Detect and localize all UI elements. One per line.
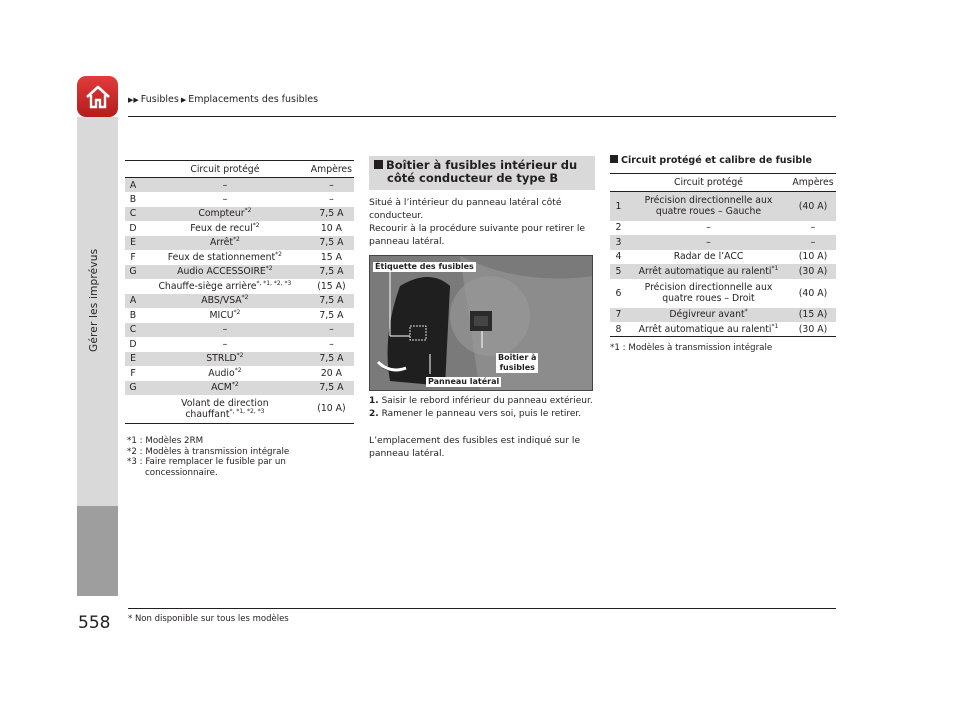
table-row (125, 294, 354, 309)
column-header: Ampères (309, 161, 354, 178)
fuse-id (125, 279, 141, 294)
amperage: – (810, 222, 816, 234)
table-row (125, 250, 354, 265)
text-line: panneau latéral. (369, 448, 445, 459)
amperage: 15 A (320, 251, 342, 263)
fuse-id: 1 (610, 192, 627, 221)
square-bullet-icon (374, 160, 383, 169)
circuit-name: Arrêt automatique au ralenti$^{*1}$ (627, 264, 790, 279)
circuit-name: Arrêt$^{*2}$ (141, 236, 309, 251)
circuit-name: Audio ACCESSOIRE$^{*2}$ (141, 265, 309, 280)
breadcrumb-item[interactable]: Fusibles (140, 94, 179, 105)
circuit-name: – (141, 178, 309, 193)
table-row (125, 395, 354, 423)
fuse-id: F (130, 367, 136, 379)
amperage: – (790, 235, 836, 250)
table-row (125, 192, 354, 207)
section-title: Circuit protégé et calibre de fusible (621, 155, 812, 166)
table-row (125, 352, 354, 367)
circuit-name: – (141, 323, 309, 338)
table-row (610, 221, 836, 236)
text-line: Recourir à la procédure suivante pour retirer le (369, 223, 586, 234)
section-heading (369, 156, 595, 190)
circuit-name: Arrêt automatique au ralenti$^{*1}$ (627, 322, 790, 337)
figure-label: Panneau latéral (428, 377, 500, 386)
table-row (125, 265, 354, 280)
fuse-id: B (129, 193, 137, 205)
fuse-id: A (125, 294, 141, 309)
table-row (125, 207, 354, 222)
amperage: 7,5 A (309, 207, 354, 222)
circuit-name: ACM$^{*2}$ (141, 381, 309, 396)
fuse-id: G (125, 265, 141, 280)
fuse-id: 3 (610, 235, 627, 250)
page-number: 558 (78, 613, 111, 633)
fuse-id: D (129, 338, 137, 350)
amperage: 7,5 A (309, 265, 354, 280)
fuse-id: 8 (610, 322, 627, 337)
amperage: (10 A) (798, 251, 828, 263)
column-header: Ampères (790, 174, 836, 192)
footnote: *3 : Faire remplacer le fusible par un (127, 457, 286, 467)
table-row (610, 250, 836, 265)
fuse-id: 5 (610, 264, 627, 279)
fuse-table-right (610, 173, 836, 337)
circuit-name: Volant de direction chauffant$^{*, *1, *2, *3}$ (141, 395, 309, 423)
fuse-id: F (130, 251, 136, 263)
footnote: *1 : Modèles 2RM (127, 436, 204, 446)
fuse-box-illustration (369, 255, 593, 391)
amperage: 7,5 A (309, 236, 354, 251)
footnote: concessionnaire. (145, 467, 218, 478)
sidebar-label: Gérer les imprévus (88, 248, 100, 352)
breadcrumb-arrow-icon: ▶▶ (128, 95, 139, 104)
table-row (610, 322, 836, 337)
circuit-name: ABS/VSA$^{*2}$ (141, 294, 309, 309)
circuit-name: Radar de l’ACC (673, 251, 744, 263)
table-row (125, 236, 354, 251)
home-icon (83, 82, 113, 112)
table-row (610, 264, 836, 279)
sidebar-tab-active[interactable] (77, 506, 118, 596)
table-row (610, 192, 836, 221)
table-row (125, 221, 354, 236)
section-title: côté conducteur de type B (387, 171, 559, 185)
fuse-id: 7 (610, 308, 627, 323)
amperage: 10 A (320, 222, 342, 234)
circuit-name: Précision directionnelle aux quatre roues – Droit (644, 282, 773, 304)
table-row (125, 178, 354, 193)
table-row (610, 279, 836, 308)
circuit-name: – (706, 222, 711, 234)
fuse-id: 2 (615, 222, 622, 234)
home-button[interactable] (77, 76, 118, 117)
figure-label: Boîtier à fusibles (498, 353, 537, 372)
amperage: – (329, 193, 334, 205)
amperage: (40 A) (790, 192, 836, 221)
amperage: (30 A) (790, 264, 836, 279)
circuit-name: Précision directionnelle aux quatre roues – Gauche (627, 192, 790, 221)
right-section-heading (610, 155, 812, 166)
fuse-id: D (129, 222, 137, 234)
circuit-name: – (627, 235, 790, 250)
table-row (125, 381, 354, 396)
circuit-name: – (222, 338, 228, 350)
circuit-name: Feux de stationnement$^{*2}$ (167, 250, 282, 263)
circuit-name: Feux de recul$^{*2}$ (190, 221, 260, 234)
text-line: L’emplacement des fusibles est indiqué sur le (369, 435, 581, 446)
procedure-steps (369, 395, 593, 421)
section-title: Boîtier à fusibles intérieur du (386, 158, 578, 172)
intro-paragraph (369, 196, 599, 248)
fuse-table-left (125, 160, 354, 424)
footer-rule (128, 608, 836, 609)
footnote: *2 : Modèles à transmission intégrale (127, 446, 290, 457)
column-header: Circuit protégé (141, 161, 309, 178)
circuit-name: MICU$^{*2}$ (209, 308, 241, 321)
amperage: (15 A) (790, 308, 836, 323)
circuit-name: – (222, 193, 228, 205)
text-line: conducteur. (369, 210, 424, 221)
breadcrumb (128, 94, 318, 105)
amperage: 7,5 A (319, 309, 344, 321)
fuse-id: E (125, 236, 141, 251)
amperage: – (329, 338, 334, 350)
step-item: 1. Saisir le rebord inférieur du panneau extérieur. (369, 396, 593, 406)
table-row (125, 323, 354, 338)
fuse-id: 4 (615, 251, 622, 263)
outro-paragraph (369, 434, 599, 460)
circuit-name: Compteur$^{*2}$ (141, 207, 309, 222)
fuse-id: 6 (615, 287, 622, 299)
amperage: 7,5 A (309, 381, 354, 396)
breadcrumb-arrow-icon: ▶ (180, 95, 187, 104)
fuse-id: C (125, 323, 141, 338)
footnotes-left (127, 436, 289, 478)
table-row (125, 366, 354, 381)
square-bullet-icon (610, 155, 618, 163)
amperage: – (309, 323, 354, 338)
amperage: (40 A) (798, 287, 828, 299)
table-row (610, 235, 836, 250)
footnote-right: *1 : Modèles à transmission intégrale (610, 343, 773, 353)
amperage: (10 A) (309, 395, 354, 423)
availability-note: * Non disponible sur tous les modèles (128, 614, 289, 624)
text-line: panneau latéral. (369, 236, 445, 247)
fuse-id: A (125, 178, 141, 193)
amperage: (15 A) (317, 280, 346, 292)
amperage: (30 A) (790, 322, 836, 337)
column-header: Circuit protégé (627, 174, 790, 192)
header-rule (128, 116, 836, 117)
circuit-name: Dégivreur avant* (627, 308, 790, 323)
table-row (125, 337, 354, 352)
amperage: 7,5 A (309, 294, 354, 309)
amperage: 7,5 A (309, 352, 354, 367)
amperage: 20 A (320, 367, 342, 379)
table-row (125, 308, 354, 323)
table-row (125, 279, 354, 294)
table-row (610, 308, 836, 323)
circuit-name: Chauffe-siège arrière$^{*, *1, *2, *3}$ (158, 279, 292, 292)
circuit-name: Audio$^{*2}$ (208, 366, 242, 379)
step-item: 2. Ramener le panneau vers soi, puis le retirer. (369, 409, 582, 419)
text-line: Situé à l’intérieur du panneau latéral côté (369, 197, 562, 208)
figure-label: Étiquette des fusibles (375, 262, 474, 271)
fuse-id: E (125, 352, 141, 367)
fuse-id: G (125, 381, 141, 396)
circuit-name: STRLD$^{*2}$ (141, 352, 309, 367)
fuse-box-drawing (370, 256, 593, 391)
fuse-id: C (125, 207, 141, 222)
breadcrumb-item[interactable]: Emplacements des fusibles (188, 94, 319, 105)
amperage: – (309, 178, 354, 193)
fuse-id: B (129, 309, 137, 321)
